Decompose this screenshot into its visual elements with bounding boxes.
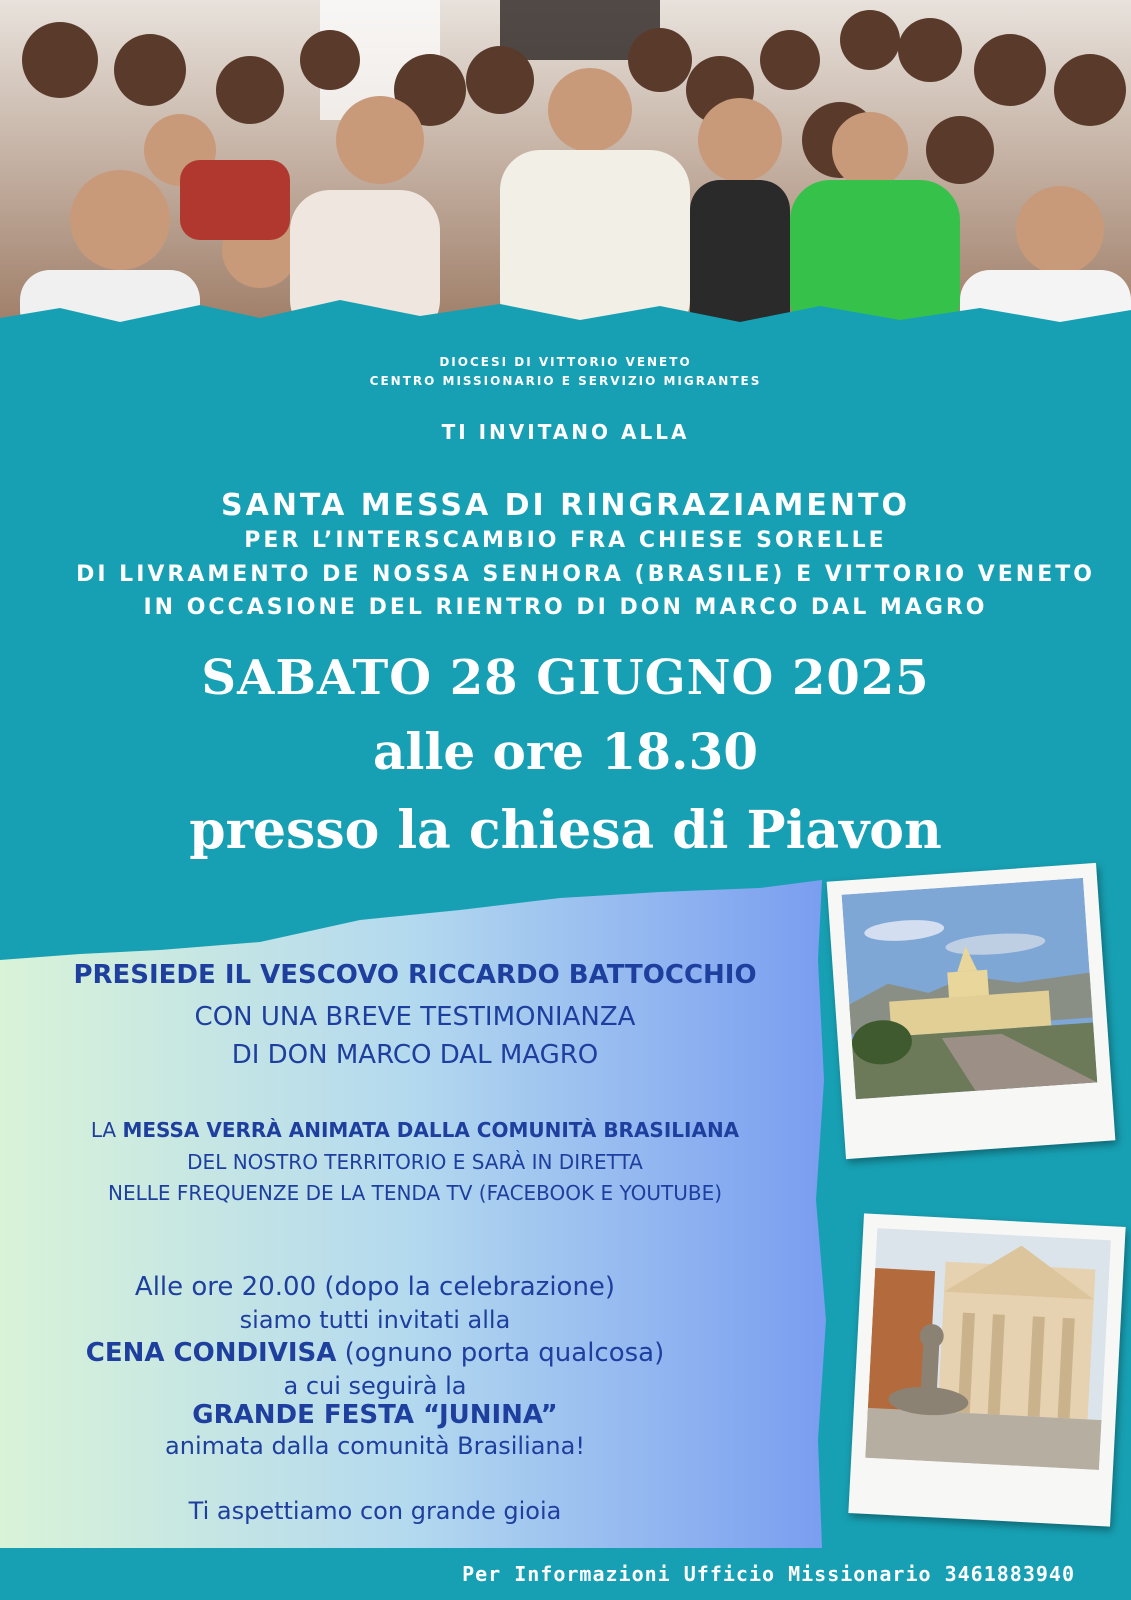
event-time: alle ore 18.30: [372, 722, 759, 781]
group-photo: [0, 0, 1131, 340]
presides-line: PRESIEDE IL VESCOVO RICCARDO BATTOCCHIO: [73, 960, 757, 990]
event-subtitle-3: IN OCCASIONE DEL RIENTRO DI DON MARCO DAL MAGRO: [143, 595, 988, 620]
event-title: SANTA MESSA DI RINGRAZIAMENTO: [221, 488, 910, 523]
event-subtitle-2: DI LIVRAMENTO DE NOSSA SENHORA (BRASILE) E VITTORIO VENETO: [76, 562, 1095, 587]
church-photo-livramento: [827, 863, 1116, 1159]
dinner-line-6: animata dalla comunità Brasiliana!: [165, 1432, 585, 1460]
testimony-line-2: DI DON MARCO DAL MAGRO: [231, 1040, 599, 1070]
closing-line: Ti aspettiamo con grande gioia: [188, 1497, 562, 1525]
dinner-line-4: a cui seguirà la: [283, 1372, 467, 1400]
dinner-rest-text: (ognuno porta qualcosa): [336, 1338, 665, 1368]
dinner-line-3: [0, 1338, 790, 1368]
contact-info: Per Informazioni Ufficio Missionario 3461883940: [462, 1562, 1075, 1586]
organizer-line-2: CENTRO MISSIONARIO E SERVIZIO MIGRANTES: [369, 374, 762, 388]
mass-line-3: NELLE FREQUENZE DE LA TENDA TV (FACEBOOK E YOUTUBE): [107, 1181, 723, 1205]
invite-heading: TI INVITANO ALLA: [441, 420, 690, 444]
dinner-line-1: Alle ore 20.00 (dopo la celebrazione): [134, 1272, 616, 1302]
dinner-bold-text: CENA CONDIVISA: [85, 1338, 337, 1368]
mass-prefix: LA: [90, 1118, 123, 1142]
testimony-line-1: CON UNA BREVE TESTIMONIANZA: [194, 1002, 636, 1032]
dinner-line-2: siamo tutti invitati alla: [239, 1306, 511, 1334]
mass-line-1: [0, 1118, 830, 1142]
event-place: presso la chiesa di Piavon: [189, 800, 942, 861]
mass-line-2: DEL NOSTRO TERRITORIO E SARÀ IN DIRETTA: [187, 1150, 643, 1174]
event-subtitle-1: PER L’INTERSCAMBIO FRA CHIESE SORELLE: [244, 528, 887, 553]
mass-bold-text: MESSA VERRÀ ANIMATA DALLA COMUNITÀ BRASILIANA: [122, 1118, 740, 1142]
cathedral-photo-vittorio-veneto: [848, 1213, 1125, 1526]
organizer-line-1: DIOCESI DI VITTORIO VENETO: [439, 355, 692, 369]
festa-title: GRANDE FESTA “JUNINA”: [192, 1400, 558, 1430]
event-date: SABATO 28 GIUGNO 2025: [201, 650, 930, 706]
